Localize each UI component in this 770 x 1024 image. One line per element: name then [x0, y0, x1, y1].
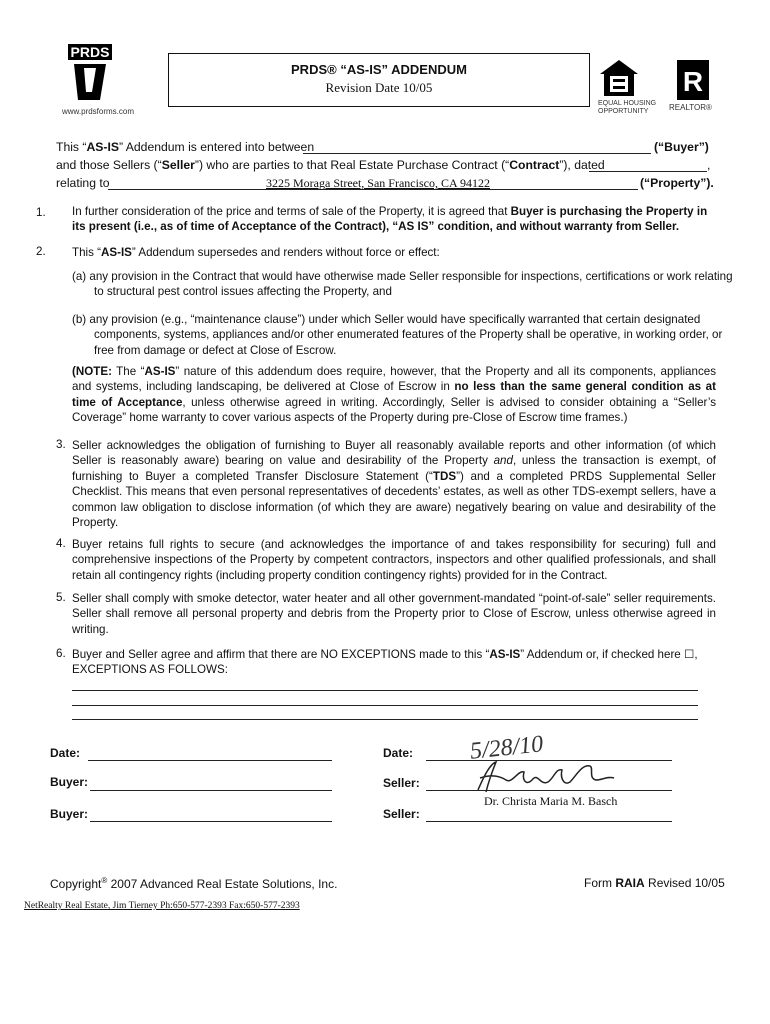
- intro-line-3: relating to: [56, 176, 110, 190]
- exceptions-line-3[interactable]: [72, 719, 698, 720]
- seller-1-label: Seller:: [383, 776, 420, 790]
- seller-2-signature-field[interactable]: [426, 821, 672, 822]
- seller-2-label: Seller:: [383, 807, 420, 821]
- svg-text:R: R: [682, 66, 704, 97]
- item-3-number: 3.: [56, 438, 66, 451]
- item-5-number: 5.: [56, 591, 66, 604]
- eho-label: [598, 100, 656, 116]
- logo-text: PRDS: [70, 44, 110, 60]
- realtor-label: REALTOR®: [669, 103, 712, 112]
- seller-date-label: Date:: [383, 746, 414, 760]
- exceptions-line-2[interactable]: [72, 705, 698, 706]
- seller-printed-name: Dr. Christa Maria M. Basch: [484, 794, 618, 808]
- eho-label-line-1: EQUAL HOUSING: [598, 100, 657, 107]
- document-title: PRDS® “AS-IS” ADDENDUM: [291, 62, 467, 77]
- contract-date-field[interactable]: [589, 171, 707, 172]
- buyer-tag: (“Buyer”): [654, 140, 709, 154]
- property-tag: (“Property”).: [640, 176, 714, 190]
- intro-line-1: This “AS-IS” Addendum is entered into between: [56, 140, 315, 154]
- revision-date: Revision Date 10/05: [325, 80, 433, 95]
- buyer-1-label: Buyer:: [50, 775, 89, 789]
- item-4-number: 4.: [56, 537, 66, 550]
- exceptions-checkbox[interactable]: ☐: [683, 648, 695, 661]
- item-6: Buyer and Seller agree and affirm that there are NO EXCEPTIONS made to this “AS-IS” Addendum or, if checked here ☐, EXCEPTIONS AS FOLLOWS:: [72, 648, 698, 677]
- logo-url: www.prdsforms.com: [62, 107, 135, 116]
- eho-label-line-2: OPPORTUNITY: [598, 108, 649, 115]
- equal-housing-icon: [598, 58, 640, 98]
- buyer-2-label: Buyer:: [50, 807, 89, 821]
- form-id: Form RAIA Revised 10/05: [584, 876, 725, 890]
- item-2: This “AS-IS” Addendum supersedes and renders without force or effect:: [72, 246, 440, 259]
- intro-line-2: and those Sellers (“Seller”) who are parties to that Real Estate Purchase Contract (“Contract”), dated: [56, 158, 605, 172]
- item-2-number: 2.: [36, 245, 46, 258]
- seller-date-handwritten: 5/28/10: [468, 731, 545, 765]
- exceptions-line-1[interactable]: [72, 690, 698, 691]
- prds-logo: [62, 42, 118, 102]
- property-address: 3225 Moraga Street, San Francisco, CA 94122: [266, 176, 490, 190]
- realtor-icon: [677, 60, 709, 100]
- item-2a: (a) any provision in the Contract that would have otherwise made Seller responsible for inspections, certifications or work relating to structural pest control issues affecting the Property, and: [72, 270, 733, 299]
- item-4: Buyer retains full rights to secure (and acknowledges the importance of and takes responsibility for securing) full and comprehensive inspections of the Property by competent contractors, inspectors and other qualified professionals, and shall retain all contingency rights (including property condition contingency rights) provided for in the Contract.: [72, 538, 716, 582]
- item-1-number: 1.: [36, 206, 46, 219]
- item-5: Seller shall comply with smoke detector, water heater and all other government-mandated “point-of-sale” seller requirements. Seller shall remove all personal property and debris from the Property prior to Close of Escrow, unless otherwise agreed in writing.: [72, 592, 716, 636]
- buyer-1-signature-field[interactable]: [90, 790, 332, 791]
- item-3: Seller acknowledges the obligation of furnishing to Buyer all reasonably available reports and other information (of which Seller is reasonably aware) bearing on value and desirability of the Property and, unless the transaction is exempt, of furnishing to Buyer a completed Transfer Disclosure Statement (“TDS”) and a completed PRDS Supplemental Seller Checklist. This means that even personal representatives of decedents’ estates, as well as other TDS-exempt sellers, have a common law obligation to disclose information (of which they are aware) negatively bearing on value and desirability of the Property.: [72, 439, 716, 530]
- buyer-name-field[interactable]: [303, 153, 651, 154]
- buyer-date-label: Date:: [50, 746, 81, 760]
- note-paragraph: (NOTE: The “AS-IS” nature of this addendum does require, however, that the Property and all its components, appliances and systems, including landscaping, be delivered at Close of Escrow in no less than the same general condition as at time of Acceptance, unless otherwise agreed in writing. Accordingly, Seller is advised to consider obtaining a “Seller’s Coverage” home warranty to cover various aspects of the Property during pre-Close of Escrow time frames.): [72, 365, 716, 425]
- item-6-number: 6.: [56, 647, 66, 660]
- item-2b: (b) any provision (e.g., “maintenance clause”) under which Seller would have specifically warranted that certain designated components, systems, appliances and/or other enumerated features of the Property shall be operative, in working order, or free from damage or defect at Close of Escrow.: [72, 313, 723, 357]
- item-1: In further consideration of the price and terms of sale of the Property, it is agreed that Buyer is purchasing the Property in its present (i.e., as of time of Acceptance of the Contract), “AS IS” condition, and without warranty from Seller.: [72, 205, 708, 234]
- agent-footer-line: NetRealty Real Estate, Jim Tierney Ph:650-577-2393 Fax:650-577-2393: [24, 901, 300, 911]
- buyer-date-field[interactable]: [88, 760, 332, 761]
- intro-comma: ,: [707, 158, 711, 172]
- copyright: Copyright® 2007 Advanced Real Estate Solutions, Inc.: [50, 876, 338, 891]
- buyer-2-signature-field[interactable]: [90, 821, 332, 822]
- title-box: [168, 53, 590, 107]
